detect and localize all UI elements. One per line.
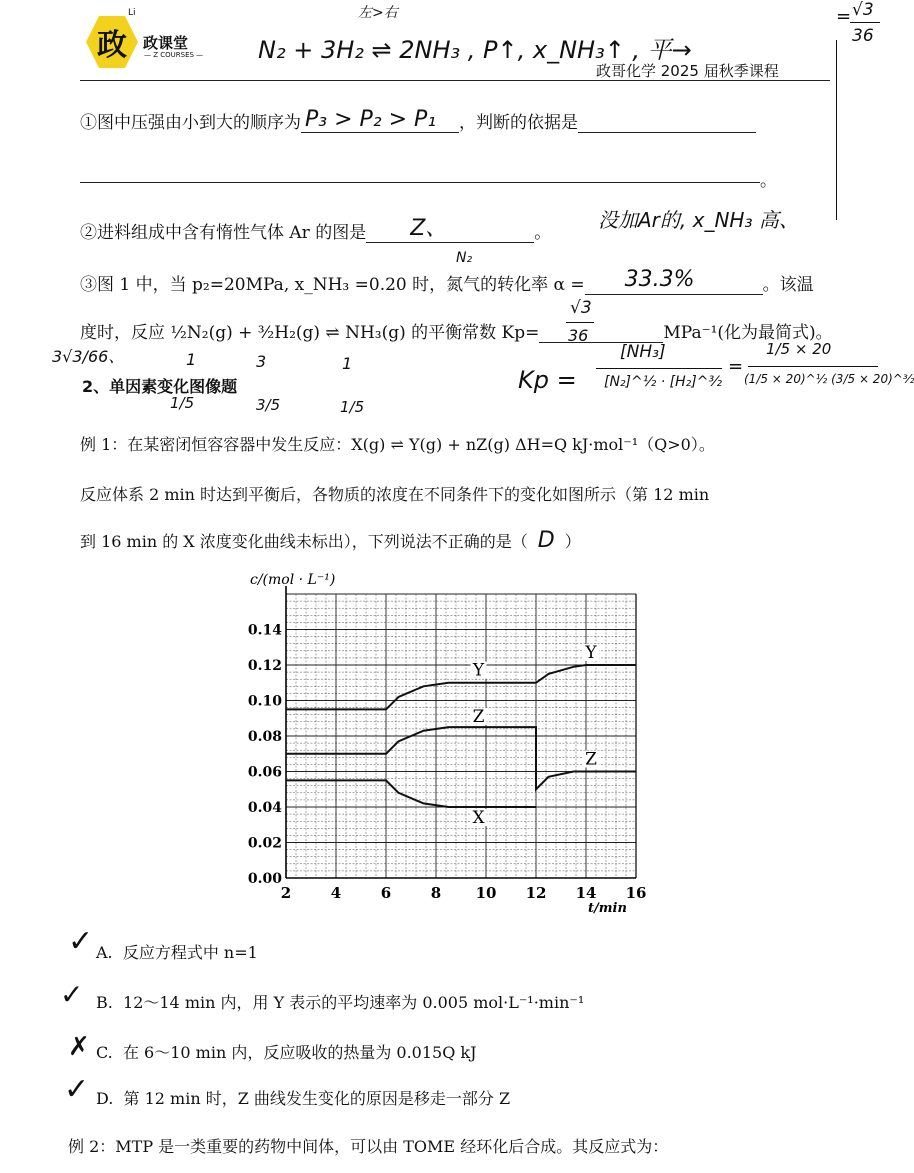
y-tick-label: 0.10 [247, 693, 282, 710]
kp-rhs-bar [748, 366, 878, 367]
x-tick-label: 8 [430, 884, 442, 902]
brand-subtitle: — Z COURSES — [144, 51, 204, 59]
q1-blank-reason [578, 112, 756, 133]
x-tick-label: 6 [380, 884, 392, 902]
mark-c: ✗ [68, 1032, 90, 1062]
y-tick-label: 0.02 [247, 835, 282, 852]
y-tick-label: 0.00 [247, 871, 282, 887]
kp-formula-den: [N₂]^½ · [H₂]^³⁄₂ [604, 374, 723, 390]
x-tick-label: 4 [330, 884, 342, 902]
ratio-h2: 3 [256, 352, 267, 371]
ratio-nh3-frac: 1/5 [340, 398, 365, 416]
q3-blank-kp [539, 322, 663, 343]
ratio-n2: 1 [186, 350, 197, 369]
course-title: 政哥化学 2025 届秋季课程 [596, 62, 779, 80]
series-label-y: Y [472, 660, 485, 681]
brand-name: 政课堂 [143, 34, 189, 52]
ratio-nh3: 1 [342, 354, 353, 373]
option-d[interactable]: D. 第 12 min 时，Z 曲线发生变化的原因是移走一部分 Z [96, 1089, 511, 1108]
y-tick-label: 0.08 [247, 729, 282, 745]
q3-kp-num: √3 [570, 298, 592, 318]
series-label-x: X [472, 807, 485, 828]
mark-d: ✓ [64, 1072, 90, 1107]
q1-answer-line2 [80, 182, 760, 183]
chart-series-labels [471, 643, 600, 828]
q2-blank: Z、 [366, 222, 534, 243]
header-rule [80, 80, 830, 81]
option-a[interactable]: A. 反应方程式中 n=1 [96, 943, 258, 962]
x-tick-label: 16 [625, 884, 647, 902]
series-line-y [286, 665, 636, 709]
kp-rhs-num: 1/5 × 20 [766, 340, 832, 358]
q2-line: ②进料组成中含有惰性气体 Ar 的图是 Z、 。 [80, 216, 552, 243]
kp-formula-bar [596, 368, 722, 369]
x-tick-label: 12 [525, 884, 547, 902]
y-tick-label: 0.14 [247, 622, 282, 639]
mark-b: ✓ [60, 978, 84, 1011]
kp-equals: = [728, 356, 744, 377]
margin-bracket-line [836, 40, 837, 220]
q1-blank-order: P₃ > P₂ > P₁ [301, 112, 459, 133]
ratio-h2-frac: 3/5 [256, 396, 281, 414]
example1-line3: 到 16 min 的 X 浓度变化曲线未标出），下列说法不正确的是（ D ） [80, 528, 581, 553]
q3-kp-den: 36 [568, 326, 589, 345]
margin-fraction-num: √3 [852, 0, 874, 20]
option-b[interactable]: B. 12～14 min 内，用 Y 表示的平均速率为 0.005 mol·L⁻¹·min⁻¹ [96, 993, 585, 1012]
x-tick-label: 14 [575, 884, 597, 902]
kp-formula-num: [NH₃] [620, 342, 666, 362]
q3-blank-alpha: 33.3% [585, 274, 763, 295]
example1-line1: 例 1：在某密闭恒容容器中发生反应：X(g) ⇌ Y(g) + nZ(g) ΔH=Q kJ·mol⁻¹（Q>0）。 [80, 435, 715, 454]
x-tick-label: 2 [280, 884, 292, 902]
chart-grid [286, 594, 636, 878]
q3-kp-bar [566, 322, 594, 323]
q1-end-mark: 。 [760, 171, 777, 191]
kp-formula-lhs: Kp = [518, 366, 577, 394]
margin-equals: = [836, 6, 852, 27]
logo-li-text: Li [128, 8, 136, 18]
logo-icon: 政 [97, 28, 127, 63]
chart-xlabel: t/min [588, 901, 627, 916]
section-title: 2、单因素变化图像题 [82, 377, 238, 396]
series-line-x [286, 780, 536, 807]
left-handwritten-note: 3√3/66、 [52, 347, 125, 366]
margin-fraction-bar [850, 22, 880, 23]
q2-handwritten-note: 没加Ar的, x_NH₃ 高、 [598, 208, 799, 232]
q1-line: ①图中压强由小到大的顺序为 P₃ > P₂ > P₁ ，判断的依据是 [80, 108, 756, 133]
series-label-y: Y [585, 642, 597, 663]
mark-a: ✓ [68, 924, 94, 959]
option-c[interactable]: C. 在 6～10 min 内，反应吸收的热量为 0.015Q kJ [96, 1043, 477, 1062]
example2-line1: 例 2：MTP 是一类重要的药物中间体，可以由 TOME 经环化后合成。其反应式为： [68, 1137, 669, 1156]
y-tick-label: 0.12 [247, 658, 282, 674]
ratio-n2-frac: 1/5 [170, 394, 195, 412]
handwritten-note-left-gt-right: 左>右 [358, 5, 398, 21]
concentration-time-chart [236, 566, 646, 916]
y-tick-label: 0.04 [247, 800, 282, 816]
handwritten-equation: N₂ + 3H₂ ⇌ 2NH₃ , P↑, x_NH₃↑ , 平→ [258, 36, 692, 64]
x-tick-label: 10 [475, 884, 497, 902]
q3-line2: 度时，反应 ½N₂(g) + ³⁄₂H₂(g) ⇌ NH₃(g) 的平衡常数 Kp= MPa⁻¹(化为最简式)。 [80, 323, 833, 343]
margin-fraction-den: 36 [852, 26, 874, 46]
y-tick-label: 0.06 [247, 764, 282, 781]
q3-line1: ③图 1 中，当 p₂=20MPa, x_NH₃ =0.20 时，氮气的转化率 α = 33.3% 。该温 [80, 267, 814, 295]
example1-answer: D [537, 528, 555, 553]
series-label-z: Z [472, 706, 485, 727]
chart-ylabel: c/(mol · L⁻¹) [250, 572, 336, 588]
example1-line2: 反应体系 2 min 时达到平衡后，各物质的浓度在不同条件下的变化如图所示（第 12 min [80, 485, 710, 504]
kp-rhs-den: (1/5 × 20)^½ (3/5 × 20)^³⁄₂ [744, 372, 914, 386]
series-label-z: Z [585, 749, 597, 770]
q3-note-n2: N₂ [456, 250, 473, 266]
